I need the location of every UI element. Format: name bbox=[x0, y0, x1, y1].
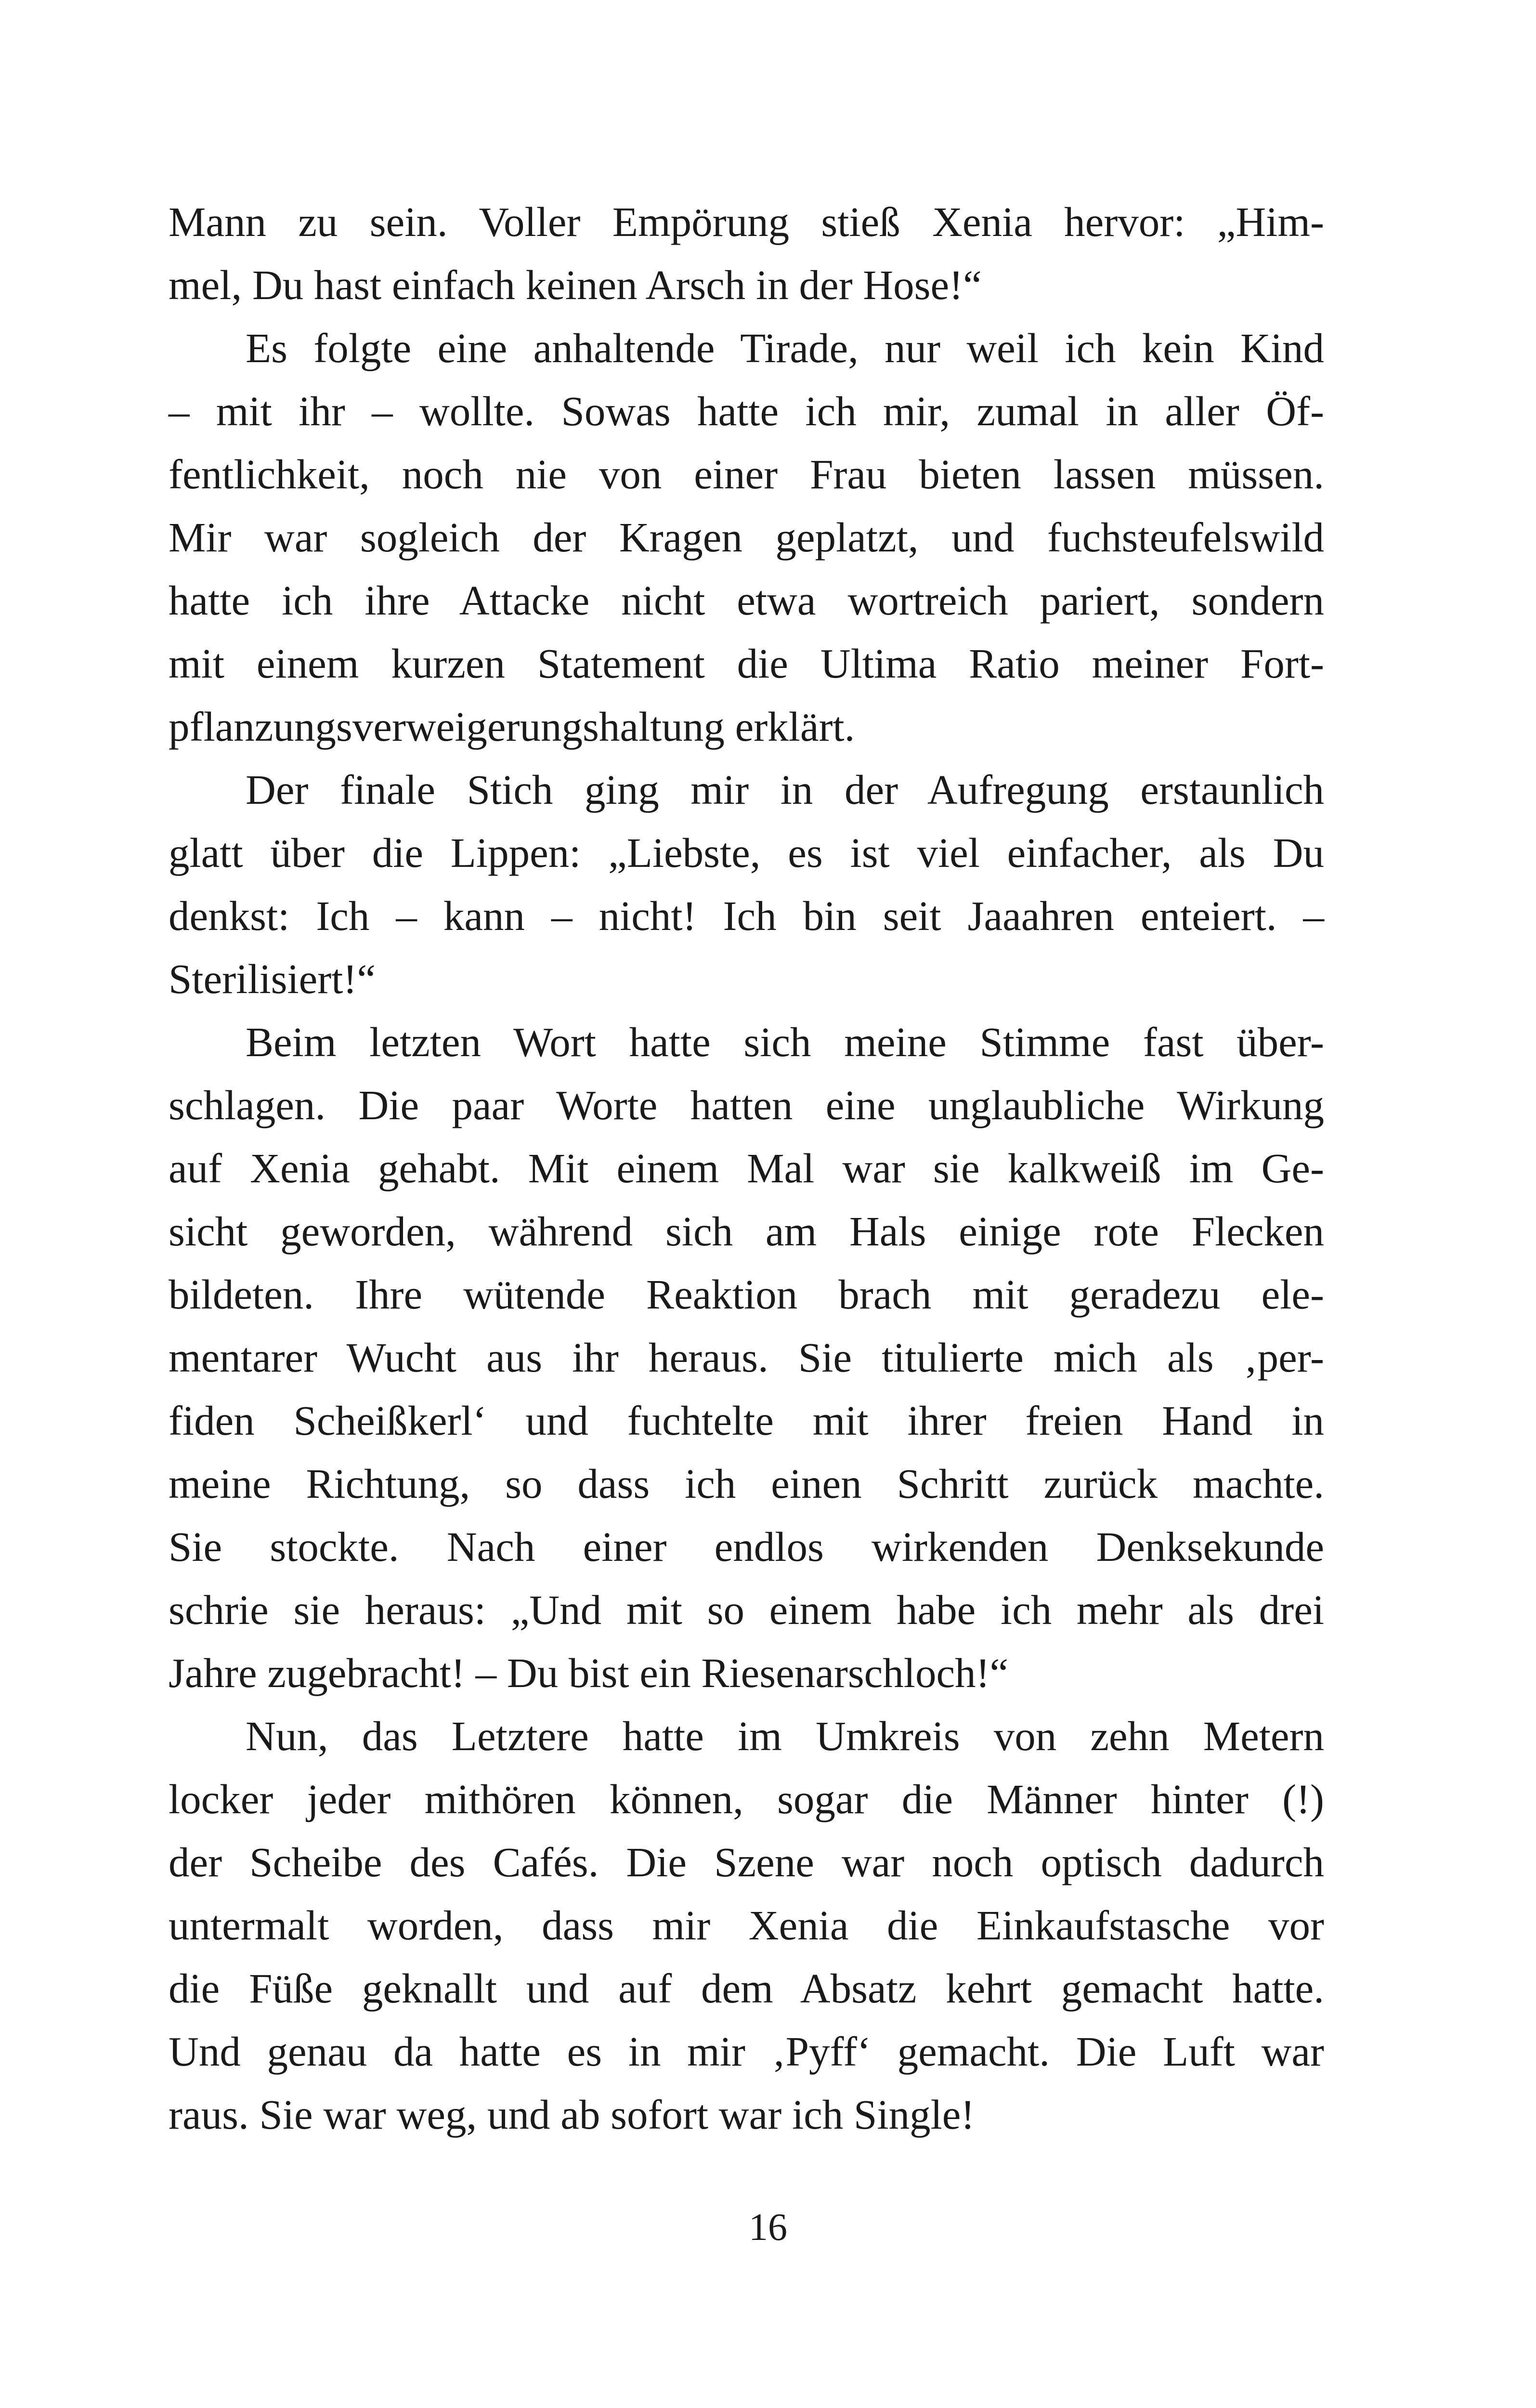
text-line: glatt über die Lippen: „Liebste, es ist viel einfacher, als Du bbox=[169, 829, 1324, 876]
text-line: sicht geworden, während sich am Hals einige rote Flecken bbox=[169, 1208, 1324, 1255]
text-line: auf Xenia gehabt. Mit einem Mal war sie kalkweiß im Ge- bbox=[169, 1145, 1324, 1191]
text-line: schlagen. Die paar Worte hatten eine unglaubliche Wirkung bbox=[169, 1082, 1324, 1128]
text-line: Mann zu sein. Voller Empörung stieß Xenia hervor: „Him- bbox=[169, 198, 1324, 245]
text-line: untermalt worden, dass mir Xenia die Einkaufstasche vor bbox=[169, 1902, 1324, 1949]
text-line: Es folgte eine anhaltende Tirade, nur weil ich kein Kind bbox=[246, 325, 1324, 371]
text-line: mel, Du hast einfach keinen Arsch in der Hose!“ bbox=[169, 262, 982, 308]
text-line: hatte ich ihre Attacke nicht etwa wortreich pariert, sondern bbox=[169, 577, 1324, 624]
text-line: meine Richtung, so dass ich einen Schritt zurück machte. bbox=[169, 1460, 1324, 1507]
text-line: fiden Scheißkerl‘ und fuchtelte mit ihrer freien Hand in bbox=[169, 1397, 1324, 1444]
text-line: – mit ihr – wollte. Sowas hatte ich mir, zumal in aller Öf- bbox=[169, 388, 1324, 434]
text-line: bildeten. Ihre wütende Reaktion brach mit geradezu ele- bbox=[169, 1271, 1324, 1318]
text-line: raus. Sie war weg, und ab sofort war ich Single! bbox=[169, 2091, 975, 2138]
text-line: denkst: Ich – kann – nicht! Ich bin seit Jaaahren enteiert. – bbox=[169, 892, 1324, 939]
text-line: Beim letzten Wort hatte sich meine Stimme fast über- bbox=[246, 1019, 1324, 1065]
text-line: Mir war sogleich der Kragen geplatzt, und fuchsteufelswild bbox=[169, 514, 1324, 561]
text-line: locker jeder mithören können, sogar die Männer hinter (!) bbox=[169, 1776, 1324, 1822]
text-line: Sie stockte. Nach einer endlos wirkenden Denksekunde bbox=[169, 1523, 1324, 1570]
body-text bbox=[169, 190, 1324, 2146]
text-line: Und genau da hatte es in mir ‚Pyff‘ gemacht. Die Luft war bbox=[169, 2028, 1324, 2075]
text-line: schrie sie heraus: „Und mit so einem habe ich mehr als drei bbox=[169, 1586, 1324, 1633]
text-line: Jahre zugebracht! – Du bist ein Riesenarschloch!“ bbox=[169, 1649, 1009, 1696]
text-line: fentlichkeit, noch nie von einer Frau bieten lassen müssen. bbox=[169, 451, 1324, 497]
text-line: mit einem kurzen Statement die Ultima Ratio meiner Fort- bbox=[169, 640, 1324, 687]
text-line: Sterilisiert!“ bbox=[169, 955, 376, 1002]
text-line: Nun, das Letztere hatte im Umkreis von zehn Metern bbox=[246, 1713, 1324, 1759]
text-line: der Scheibe des Cafés. Die Szene war noch optisch dadurch bbox=[169, 1839, 1324, 1885]
text-line: pflanzungsverweigerungshaltung erklärt. bbox=[169, 703, 855, 750]
page-number: 16 bbox=[749, 2206, 787, 2249]
text-line: mentarer Wucht aus ihr heraus. Sie titulierte mich als ‚per- bbox=[169, 1334, 1324, 1381]
text-line: die Füße geknallt und auf dem Absatz kehrt gemacht hatte. bbox=[169, 1965, 1324, 2012]
text-line: Der finale Stich ging mir in der Aufregung erstaunlich bbox=[246, 766, 1324, 813]
